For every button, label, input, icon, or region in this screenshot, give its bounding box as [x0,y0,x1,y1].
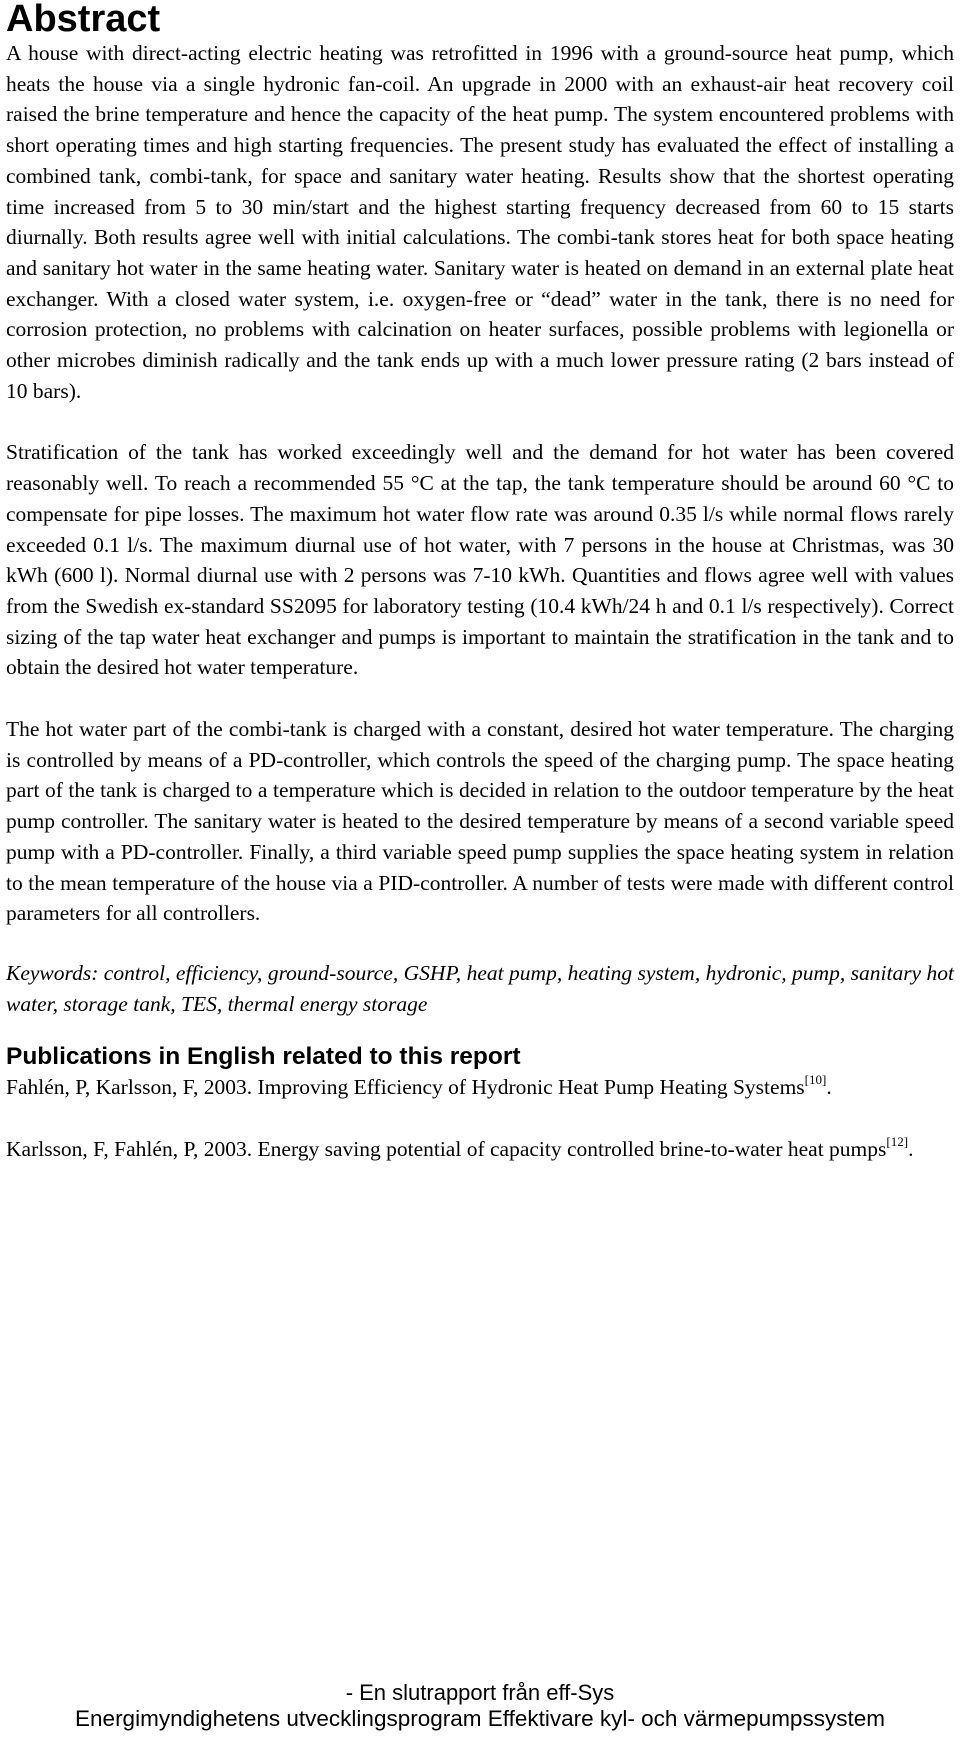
reference-1-citation: [10] [804,1072,827,1088]
reference-1 [6,1072,954,1103]
reference-1-text: Fahlén, P, Karlsson, F, 2003. Improving Efficiency of Hydronic Heat Pump Heating Systems [6,1075,805,1100]
abstract-paragraph-3: The hot water part of the combi-tank is charged with a constant, desired hot water temperature. The charging is controlled by means of a PD-controller, which controls the speed of the charging pump. The space heating part of the tank is charged to a temperature which is decided in relation to the outdoor temperature by the heat pump controller. The sanitary water is heated to the desired temperature by means of a second variable speed pump with a PD-controller. Finally, a third variable speed pump supplies the space heating system in relation to the mean temperature of the house via a PID-controller. A number of tests were made with different control parameters for all controllers. [6,717,954,926]
abstract-paragraph-2: Stratification of the tank has worked exceedingly well and the demand for hot water has been covered reasonably well. To reach a recommended 55 °C at the tap, the tank temperature should be around 60 °C to compensate for pipe losses. The maximum hot water flow rate was around 0.35 l/s while normal flows rarely exceeded 0.1 l/s. The maximum diurnal use of hot water, with 7 persons in the house at Christmas, was 30 kWh (600 l). Normal diurnal use with 2 persons was 7-10 kWh. Quantities and flows agree well with values from the Swedish ex-standard SS2095 for laboratory testing (10.4 kWh/24 h and 0.1 l/s respectively). Correct sizing of the tap water heat exchanger and pumps is important to maintain the stratification in the tank and to obtain the desired hot water temperature. [6,440,954,680]
abstract-heading: Abstract [6,0,161,40]
reference-2 [6,1134,954,1165]
document-page [6,0,954,1165]
publications-heading: Publications in English related to this report [6,1043,521,1071]
keywords: Keywords: control, efficiency, ground-source, GSHP, heat pump, heating system, hydronic, pump, sanitary hot water, storage tank, TES, thermal energy storage [6,960,954,1016]
reference-1-end: . [826,1075,832,1100]
footer-line-1: - En slutrapport från eff-Sys [345,1680,615,1705]
abstract-paragraph-1: A house with direct-acting electric heating was retrofitted in 1996 with a ground-source heat pump, which heats the house via a single hydronic fan-coil. An upgrade in 2000 with an exhaust-air heat recovery coil raised the brine temperature and hence the capacity of the heat pump. The system encountered problems with short operating times and high starting frequencies. The present study has evaluated the effect of installing a combined tank, combi-tank, for space and sanitary water heating. Results show that the shortest operating time increased from 5 to 30 min/start and the highest starting frequency decreased from 60 to 15 starts diurnally. Both results agree well with initial calculations. The combi-tank stores heat for both space heating and sanitary hot water in the same heating water. Sanitary water is heated on demand in an external plate heat exchanger. With a closed water system, i.e. oxygen-free or “dead” water in the tank, there is no need for corrosion protection, no problems with calcination on heater surfaces, possible problems with legionella or other microbes diminish radically and the tank ends up with a much lower pressure rating (2 bars instead of 10 bars). [6,41,954,403]
reference-2-citation: [12] [886,1133,909,1149]
reference-2-end: . [908,1137,914,1162]
reference-2-text: Karlsson, F, Fahlén, P, 2003. Energy saving potential of capacity controlled brine-to-water heat pumps [6,1137,887,1162]
footer-line-2: Energimyndighetens utvecklingsprogram Effektivare kyl- och värmepumpssystem [75,1706,885,1731]
